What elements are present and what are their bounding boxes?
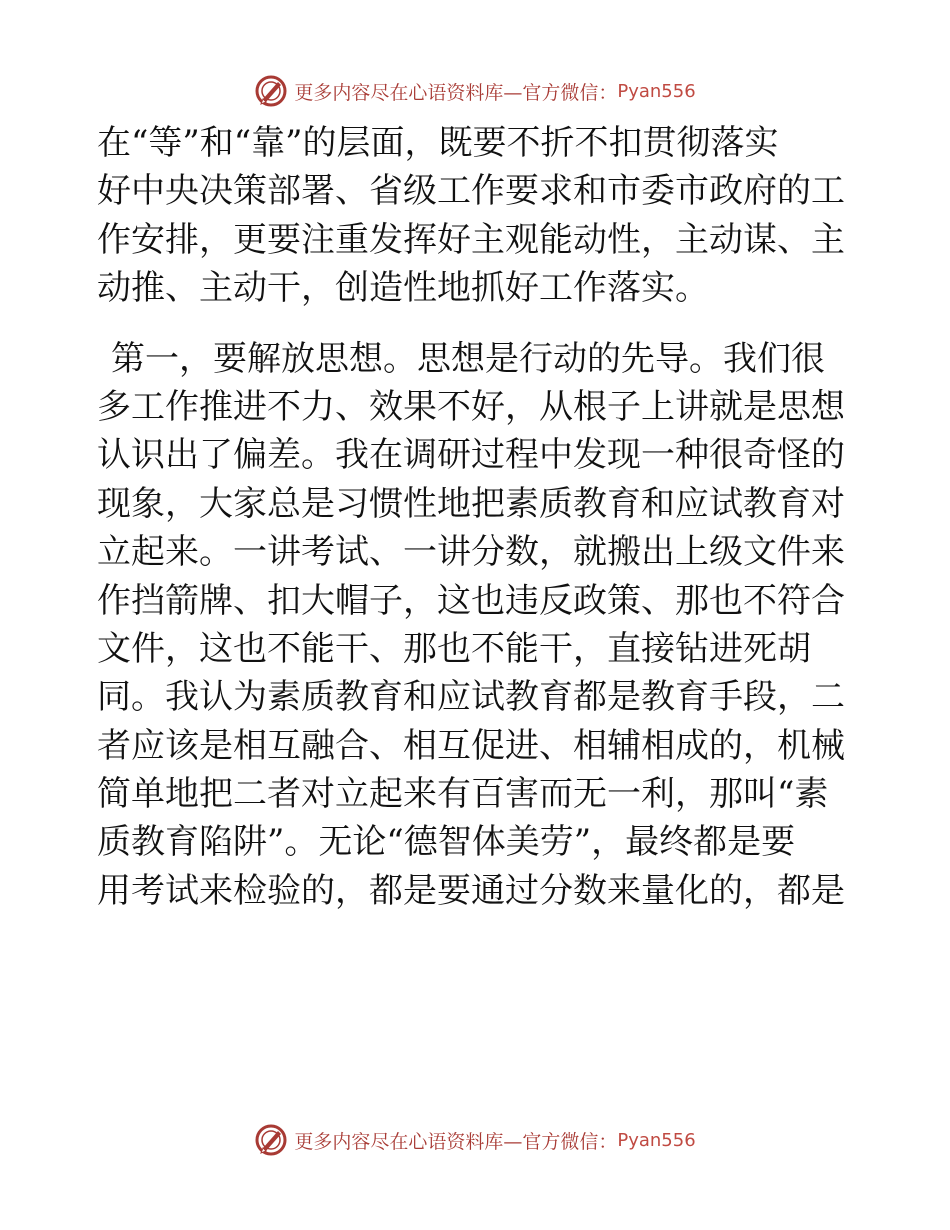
text-line: 用考试来检验的，都是要通过分数来量化的，都是 <box>97 870 845 911</box>
banner-wechat-id: Pyan556 <box>617 80 696 102</box>
banner-wechat-id: Pyan556 <box>617 1129 696 1151</box>
text-line: 认识出了偏差。我在调研过程中发现一种很奇怪的 <box>97 435 845 476</box>
text-line: 文件，这也不能干、那也不能干，直接钻进死胡 <box>97 628 811 669</box>
text-line: 简单地把二者对立起来有百害而无一利，那叫“素 <box>97 774 829 815</box>
text-line: 作安排，更要注重发挥好主观能动性，主动谋、主 <box>97 219 845 260</box>
banner-text: 更多内容尽在心语资料库—官方微信： <box>294 1130 618 1153</box>
document-body <box>97 119 857 915</box>
pen-circle-logo-icon <box>254 1123 288 1157</box>
paragraph-1 <box>97 119 857 313</box>
footer-watermark-banner <box>0 1120 950 1160</box>
paragraph-2 <box>97 335 857 916</box>
text-line: 作挡箭牌、扣大帽子，这也违反政策、那也不符合 <box>97 580 845 621</box>
text-line: 好中央决策部署、省级工作要求和市委市政府的工 <box>97 171 845 212</box>
text-line: 在“等”和“靠”的层面，既要不折不扣贯彻落实 <box>97 123 779 163</box>
banner-text: 更多内容尽在心语资料库—官方微信： <box>294 81 618 104</box>
paragraph-gap <box>97 313 857 335</box>
text-line: 立起来。一讲考试、一讲分数，就搬出上级文件来 <box>97 532 845 573</box>
pen-circle-logo-icon <box>254 74 288 108</box>
text-line: 同。我认为素质教育和应试教育都是教育手段，二 <box>97 677 845 718</box>
text-line: 现象，大家总是习惯性地把素质教育和应试教育对 <box>97 483 845 524</box>
text-line: 质教育陷阱”。无论“德智体美劳”，最终都是要 <box>97 822 796 863</box>
text-line: 动推、主动干，创造性地抓好工作落实。 <box>97 268 709 309</box>
text-line: 第一，要解放思想。思想是行动的先导。我们很 <box>111 338 825 379</box>
text-line: 多工作推进不力、效果不好，从根子上讲就是思想 <box>97 386 845 427</box>
text-line: 者应该是相互融合、相互促进、相辅相成的，机械 <box>97 725 845 766</box>
header-watermark-banner <box>0 71 950 111</box>
